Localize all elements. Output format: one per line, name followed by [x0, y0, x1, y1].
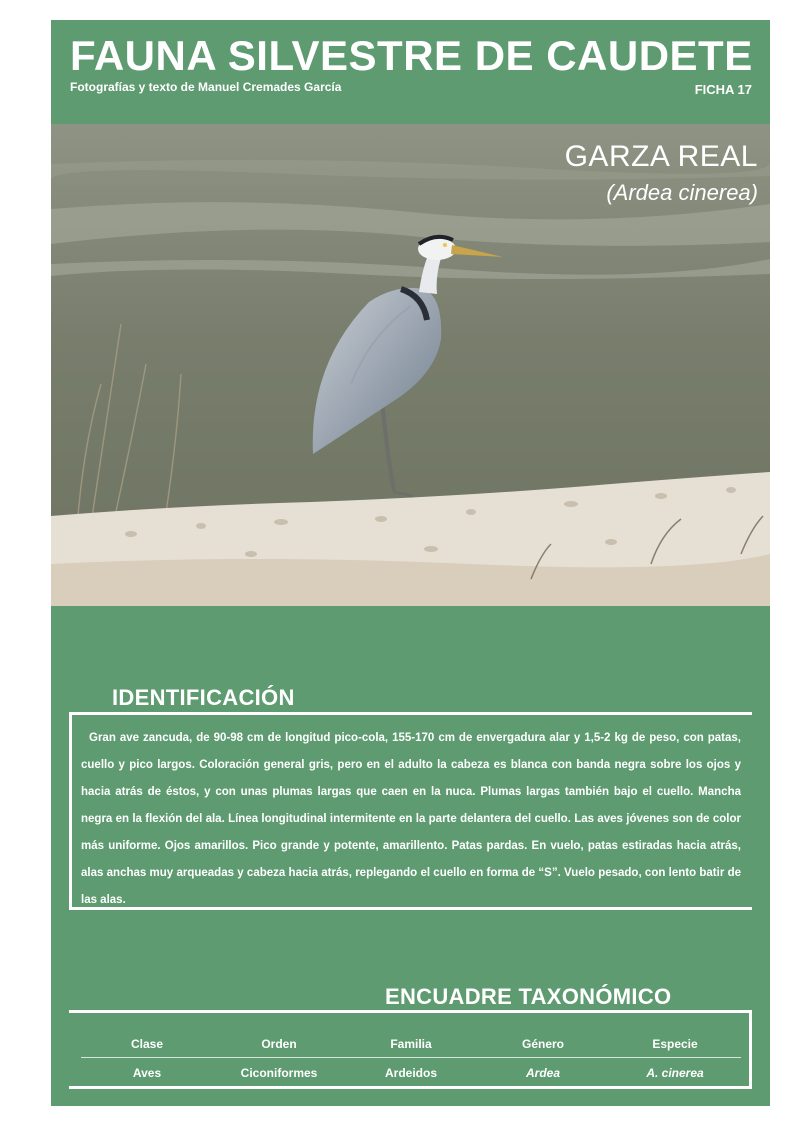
taxonomy-value-clase: Aves	[81, 1058, 213, 1088]
species-scientific-name: (Ardea cinerea)	[606, 180, 758, 205]
heron-photo	[51, 124, 770, 606]
taxonomy-header-orden: Orden	[261, 1036, 297, 1051]
taxonomy-value-genero: Ardea	[477, 1058, 609, 1088]
taxonomy-table	[81, 1030, 741, 1087]
sheet-title: FAUNA SILVESTRE DE CAUDETE	[70, 32, 753, 79]
taxonomy-header-familia: Familia	[390, 1036, 432, 1051]
species-common-name: GARZA REAL	[564, 140, 758, 173]
taxonomy-header-clase: Clase	[130, 1036, 164, 1051]
taxonomy-heading: ENCUADRE TAXONÓMICO	[385, 984, 672, 1009]
taxonomy-value-familia: Ardeidos	[345, 1058, 477, 1088]
species-sheet	[51, 20, 770, 1106]
identification-text: Gran ave zancuda, de 90-98 cm de longitud pico-cola, 155-170 cm de envergadura alar y 1,5-2 kg de peso, con patas, cuello y pico largos. Coloración general gris, pero en el adulto la cabeza es blanca con banda negra sobre los ojos y hacia atrás de éstos, y con unas plumas largas que caen en la nuca. Plumas largas también bajo el cuello. Mancha negra en la flexión del ala. Línea longitudinal intermitente en la parte delantera del cuello. Las aves jóvenes son de color más uniforme. Ojos amarillos. Pico grande y potente, amarillento. Patas pardas. En vuelo, patas estiradas hacia atrás, alas anchas muy arqueadas y cabeza hacia atrás, replegando el cuello en forma de “S”. Vuelo pesado, con lento batir de las alas.	[81, 732, 741, 906]
taxonomy-value-especie: A. cinerea	[609, 1058, 741, 1088]
taxonomy-header-row	[81, 1030, 741, 1058]
taxonomy-value-row	[81, 1058, 741, 1088]
fiche-number: FICHA 17	[694, 82, 752, 97]
taxonomy-header-genero: Género	[521, 1036, 564, 1051]
author-credit: Fotografías y texto de Manuel Cremades García	[70, 80, 342, 94]
taxonomy-header-especie: Especie	[652, 1036, 698, 1051]
taxonomy-value-orden: Ciconiformes	[213, 1058, 345, 1088]
identification-heading: IDENTIFICACIÓN	[112, 685, 295, 710]
